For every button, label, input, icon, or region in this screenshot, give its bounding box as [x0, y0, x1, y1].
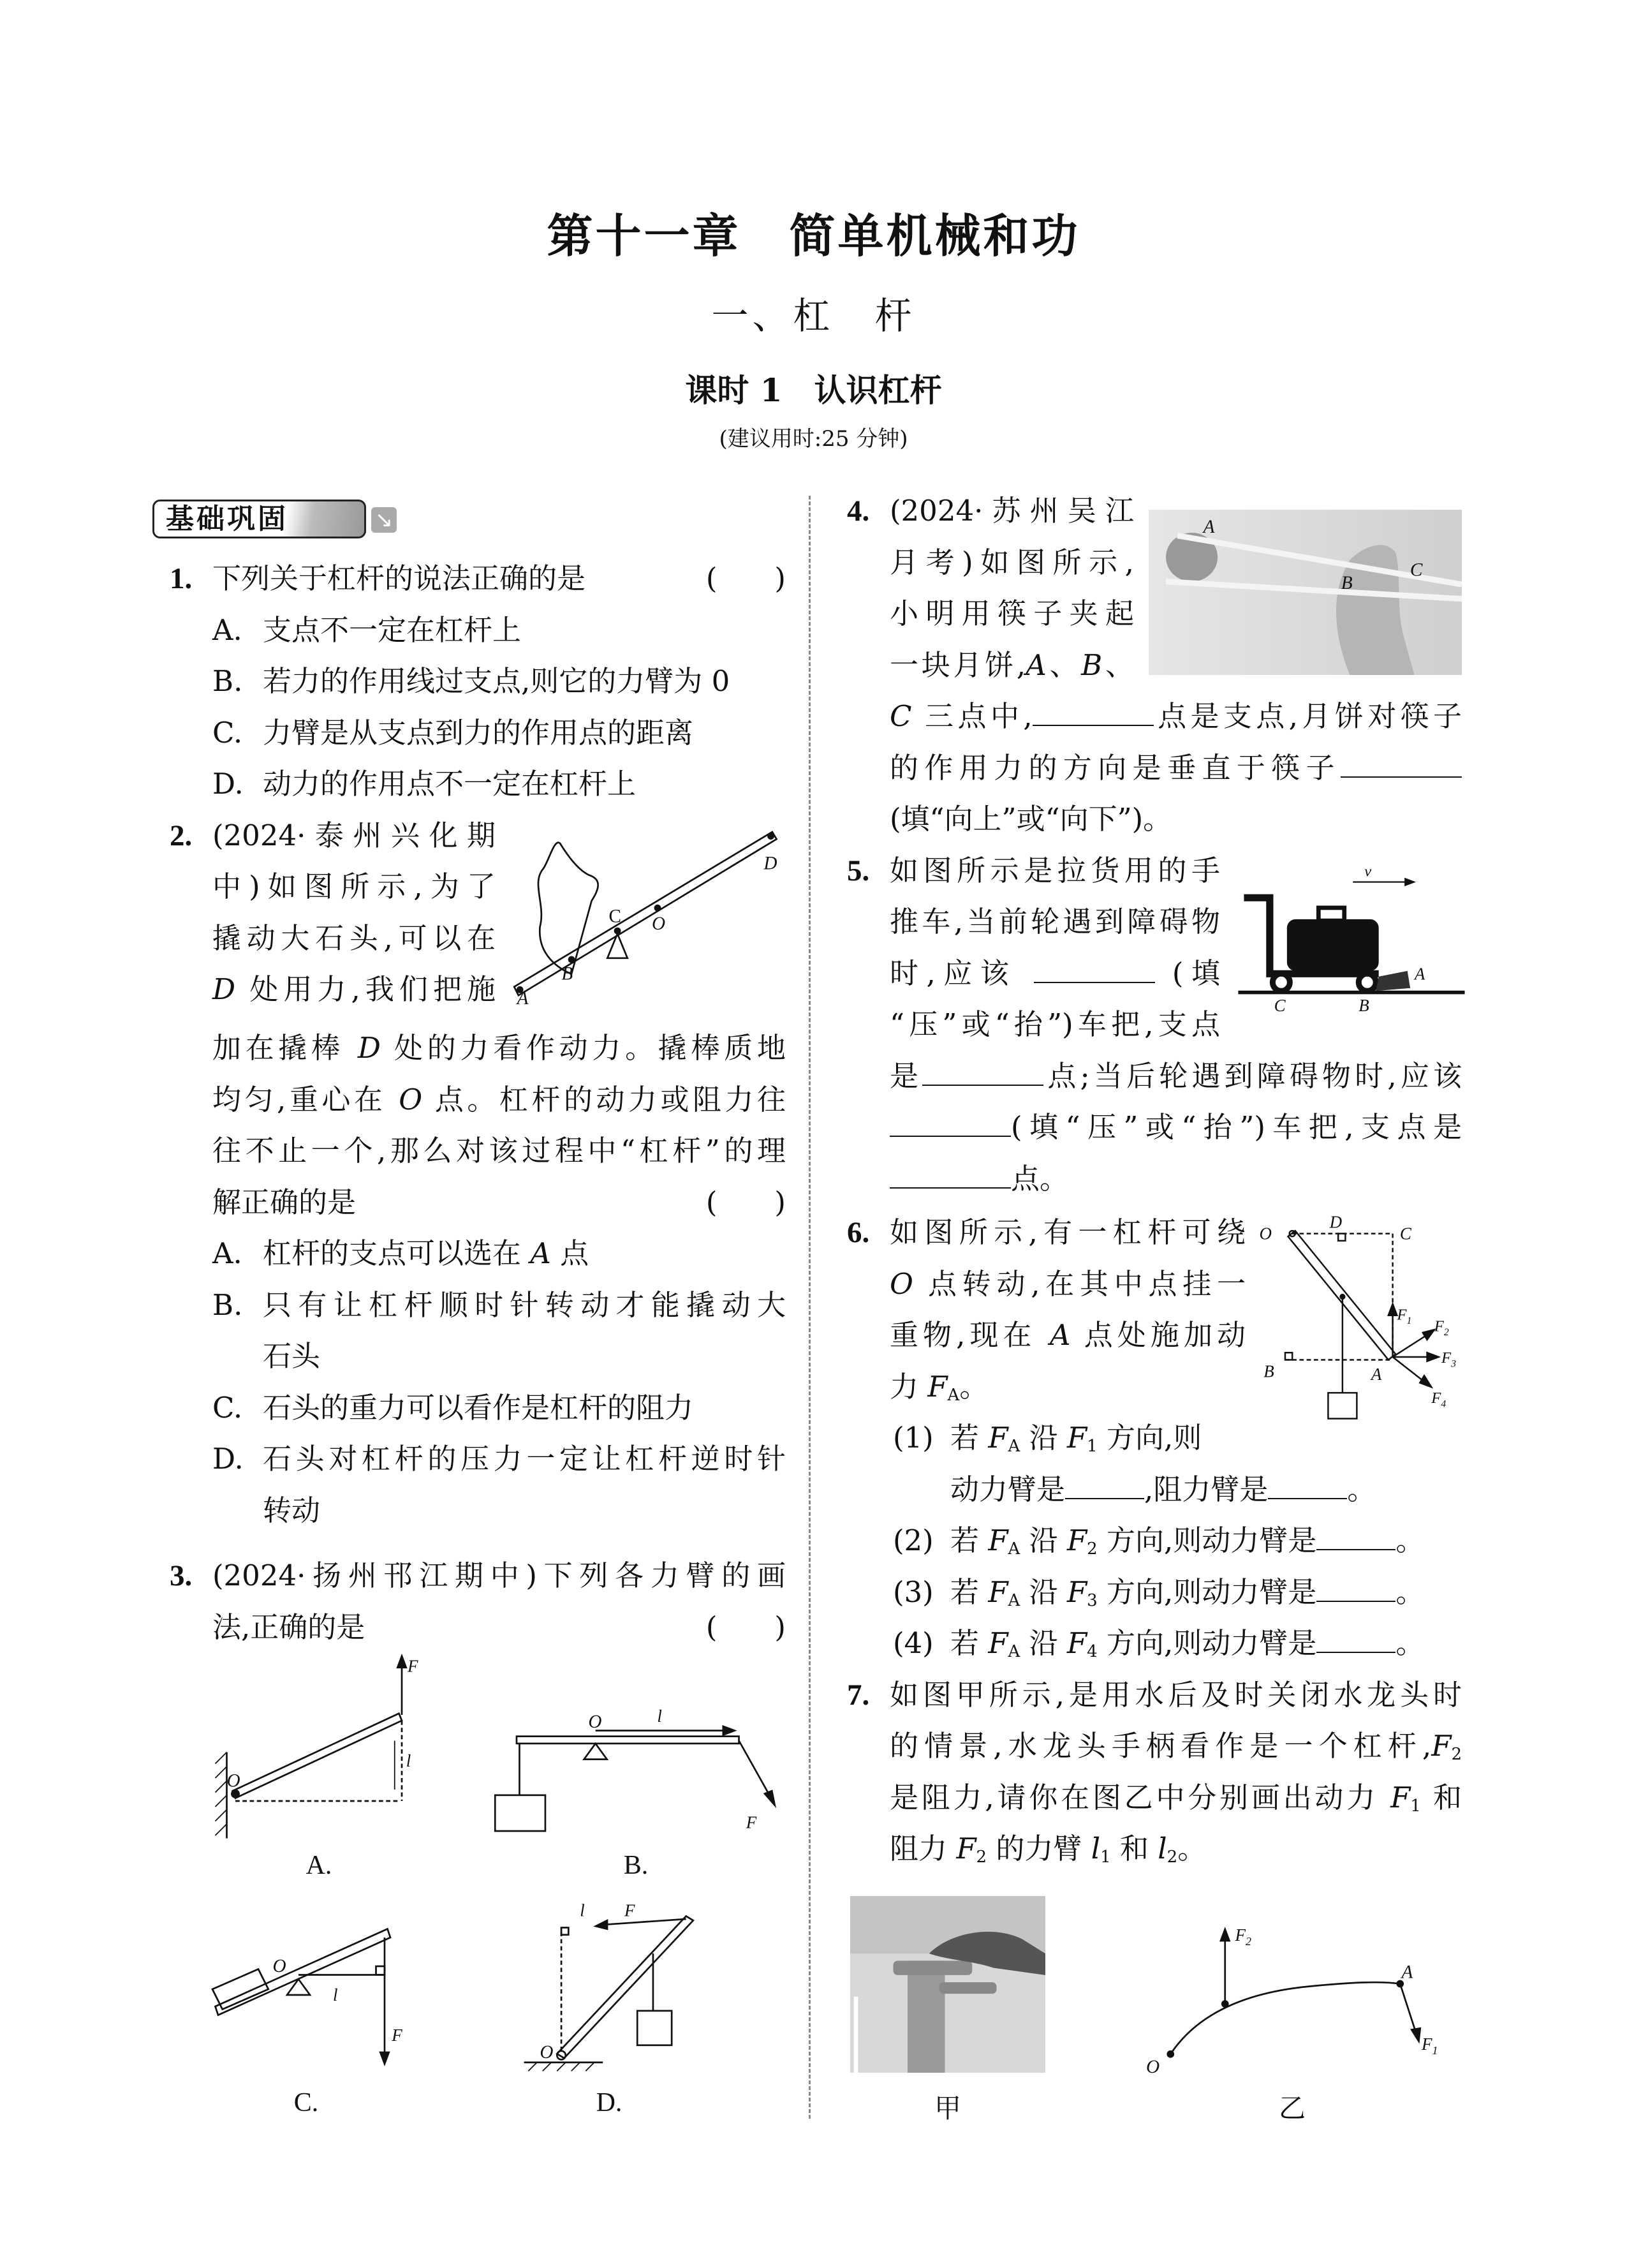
question-line: 推车,当前轮遇到障碍物	[890, 905, 1220, 938]
question-line: 如图所示,有一杠杆可绕	[890, 1215, 1246, 1249]
label-b: B	[561, 963, 573, 984]
question-line: 是 点;当后轮遇到障碍物时,应该	[890, 1058, 1462, 1093]
question-line: 解正确的是	[212, 1185, 357, 1219]
svg-text:O: O	[1259, 1224, 1272, 1243]
option-c[interactable]	[170, 708, 786, 759]
svg-text:F: F	[408, 1656, 418, 1676]
question-line: 如图甲所示,是用水后及时关闭水龙头时	[890, 1677, 1462, 1712]
question-line: (2024·苏州吴江	[890, 494, 1134, 528]
option-label: A.	[212, 612, 242, 647]
svg-text:B: B	[1358, 995, 1369, 1012]
answer-blank[interactable]	[890, 1163, 1011, 1189]
option-label: B.	[212, 664, 243, 698]
figure-label-yi: 乙	[1278, 2094, 1306, 2124]
figure-label-d: D.	[596, 2088, 622, 2117]
answer-blank[interactable]	[1033, 700, 1154, 726]
question-line: 点。	[890, 1153, 1462, 1205]
svg-text:A: A	[1401, 1962, 1413, 1983]
label-a: A	[517, 988, 529, 1005]
lever-forces-figure	[1256, 1213, 1464, 1443]
question-line: 如图所示是拉货用的手	[890, 853, 1220, 887]
question-line: 中)如图所示,为了	[212, 870, 496, 903]
option-text: 石头的重力可以看作是杠杆的阻力	[263, 1390, 694, 1425]
question-line: 均匀,重心在 O 点。杠杆的动力或阻力往	[212, 1082, 786, 1116]
svg-text:F1: $F_1$	[1397, 1306, 1412, 1327]
figure-d-hinged-lever[interactable]	[517, 1896, 703, 2075]
option-text: 支点不一定在杠杆上	[263, 612, 522, 647]
question-line: (2024·泰州兴化期	[212, 818, 496, 852]
question-number: 3.	[170, 1559, 193, 1592]
sub-question-text: 若 $F_A$ 沿 $F_1$ 方向,则	[950, 1421, 1202, 1456]
option-text: 只有让杠杆顺时针转动才能撬动大	[263, 1287, 786, 1322]
question-line: 加在撬棒 D 处的力看作动力。撬棒质地	[212, 1031, 786, 1065]
question-line: 的情景,水龙头手柄看作是一个杠杆$,F_2$	[890, 1729, 1462, 1764]
option-b[interactable]	[170, 656, 786, 708]
answer-blank[interactable]	[1316, 1525, 1395, 1550]
option-b[interactable]	[170, 1280, 786, 1331]
question-stem: 下列关于杠杆的说法正确的是	[212, 561, 586, 595]
faucet-handle-lever-diagram[interactable]	[1135, 1918, 1450, 2090]
figure-a-wall-lever[interactable]	[201, 1652, 431, 1853]
svg-text:v: v	[1364, 863, 1372, 880]
question-line: 的作用力的方向是垂直于筷子	[890, 743, 1462, 794]
question-number: 7.	[847, 1678, 870, 1712]
svg-text:B: B	[1263, 1361, 1274, 1381]
hand-cart-figure	[1238, 862, 1465, 1012]
sub-question-text[interactable]: 若 $F_A$ 沿 $F_4$ 方向,则动力臂是 。	[950, 1626, 1425, 1661]
answer-blank[interactable]	[1268, 1474, 1347, 1499]
svg-text:C: C	[1274, 995, 1286, 1012]
question-number: 4.	[847, 494, 870, 528]
question-line: D 处用力,我们把施	[212, 972, 496, 1006]
figure-label-jia: 甲	[934, 2094, 962, 2124]
figure-label-a: A.	[306, 1851, 332, 1880]
option-label: A.	[212, 1236, 242, 1270]
label-d: D	[763, 853, 777, 874]
question-line: (2024·扬州邗江期中)下列各力臂的画	[212, 1559, 786, 1592]
figure-c-incline-lever[interactable]	[201, 1903, 431, 2075]
section-badge: 基础巩固	[152, 500, 366, 538]
question-line: “压”或“抬”)车把,支点	[890, 1007, 1220, 1041]
svg-text:F4: $F_4$	[1431, 1389, 1447, 1410]
sub-question-label: (1)	[893, 1421, 934, 1455]
question-line: O 点转动,在其中点挂一	[890, 1266, 1246, 1301]
svg-text:A: A	[1203, 517, 1215, 538]
figure-b-balance-lever[interactable]	[488, 1687, 782, 1853]
answer-blank[interactable]	[922, 1060, 1043, 1086]
chapter-title: 第十一章 简单机械和功	[547, 209, 1080, 263]
question-line: 法,正确的是	[212, 1610, 365, 1644]
arrow-down-right-icon: ↘	[371, 507, 397, 533]
label-o: O	[651, 913, 666, 934]
option-text: 力臂是从支点到力的作用点的距离	[263, 715, 694, 750]
question-line: 阻力 $F_2$ 的力臂 $l_1$ 和 $l_2$。	[890, 1832, 1207, 1867]
option-label: B.	[212, 1287, 243, 1322]
question-line: 力 $F_A$。	[890, 1369, 989, 1405]
question-line: C 三点中, 点是支点,月饼对筷子	[890, 699, 1462, 733]
question-number: 5.	[847, 854, 870, 887]
svg-text:A: A	[1414, 964, 1425, 984]
question-line: 月考)如图所示,	[890, 545, 1134, 579]
option-label: C.	[212, 1390, 243, 1425]
svg-text:O: O	[588, 1712, 602, 1733]
svg-text:F: F	[746, 1812, 757, 1832]
svg-text:F3: $F_3$	[1441, 1349, 1456, 1370]
answer-blank[interactable]	[1034, 958, 1155, 983]
svg-text:B: B	[1341, 572, 1353, 593]
sub-question-text[interactable]: 若 $F_A$ 沿 $F_3$ 方向,则动力臂是 。	[950, 1575, 1425, 1610]
question-line: (填“向上”或“向下”)。	[890, 802, 1172, 836]
answer-blank[interactable]	[1341, 752, 1462, 778]
svg-text:l: l	[580, 1901, 585, 1920]
option-text: 动力的作用点不一定在杠杆上	[263, 767, 637, 801]
answer-blank[interactable]	[890, 1111, 1011, 1137]
option-label: C.	[212, 715, 243, 750]
svg-text:C: C	[1399, 1224, 1411, 1243]
question-line: 撬动大石头,可以在	[212, 921, 496, 955]
option-d-cont[interactable]	[170, 1485, 786, 1537]
answer-paren[interactable]: ( )	[705, 1610, 786, 1644]
time-note: (建议用时:25 分钟)	[719, 426, 908, 452]
sub-question-label: (2)	[893, 1523, 934, 1557]
question-number: 2.	[170, 819, 193, 852]
question-number: 6.	[847, 1216, 870, 1249]
sub-question-text[interactable]: 动力臂是 ,阻力臂是 。	[950, 1472, 1376, 1506]
option-b-cont[interactable]	[170, 1331, 786, 1382]
option-label: D.	[212, 767, 244, 801]
option-label: D.	[212, 1442, 244, 1476]
svg-text:C: C	[1410, 560, 1423, 581]
svg-text:D: D	[1329, 1213, 1343, 1232]
svg-text:A: A	[1371, 1364, 1382, 1384]
svg-text:l: l	[406, 1751, 411, 1770]
svg-text:O: O	[1146, 2057, 1160, 2077]
option-a[interactable]	[170, 1228, 786, 1280]
question-3	[170, 1550, 786, 1653]
option-c[interactable]	[170, 1382, 786, 1434]
answer-blank[interactable]	[1316, 1627, 1395, 1653]
sub-question-label: (3)	[893, 1575, 934, 1609]
option-d[interactable]	[170, 1434, 786, 1485]
svg-text:l: l	[333, 1985, 338, 2005]
question-line: 小明用筷子夹起	[890, 597, 1134, 630]
svg-text:F2: $F_2$	[1434, 1317, 1449, 1338]
svg-text:l: l	[657, 1707, 662, 1726]
svg-text:F: F	[624, 1901, 635, 1920]
question-line: 一块月饼,A、B、	[890, 648, 1134, 682]
svg-text:O: O	[272, 1956, 286, 1976]
option-text: 转动	[263, 1493, 321, 1527]
sub-question-text[interactable]: 若 $F_A$ 沿 $F_2$ 方向,则动力臂是 。	[950, 1523, 1425, 1559]
option-text: 石头对杠杆的压力一定让杠杆逆时针	[263, 1442, 786, 1476]
question-line: (填“压”或“抬”)车把,支点是	[890, 1102, 1462, 1153]
figure-label-c: C.	[293, 2088, 319, 2117]
question-line: 是阻力,请你在图乙中分别画出动力 $F_1$ 和	[890, 1780, 1462, 1816]
figure-label-b: B.	[623, 1851, 649, 1880]
answer-paren[interactable]: ( )	[705, 1185, 786, 1219]
section-title: 一、杠 杆	[711, 294, 916, 337]
question-number: 1.	[170, 562, 193, 595]
answer-blank[interactable]	[1316, 1576, 1395, 1602]
svg-text:O: O	[226, 1770, 240, 1791]
option-text: 杠杆的支点可以选在 A 点	[263, 1236, 589, 1270]
chopsticks-photo	[1149, 510, 1462, 675]
question-line: 往不止一个,那么对该过程中“杠杆”的理	[212, 1134, 786, 1167]
question-line: 时,应该 (填	[890, 956, 1220, 990]
option-a[interactable]	[170, 605, 786, 656]
sub-question-label: (4)	[893, 1626, 934, 1660]
crowbar-figure	[503, 826, 790, 1005]
column-divider	[809, 496, 811, 2119]
svg-text:O: O	[540, 2042, 554, 2063]
answer-blank[interactable]	[1065, 1474, 1144, 1499]
option-text: 若力的作用线过支点,则它的力臂为 0	[263, 664, 730, 698]
svg-text:F: F	[392, 2026, 402, 2045]
option-text: 石头	[263, 1339, 321, 1373]
lesson-title: 课时 1 认识杠杆	[685, 371, 942, 409]
option-d[interactable]	[170, 759, 786, 810]
faucet-photo	[850, 1896, 1045, 2073]
svg-text:F2: $F_2$	[1235, 1925, 1251, 1948]
svg-text:F1: $F_1$	[1422, 2035, 1438, 2057]
question-2-body	[170, 1023, 786, 1536]
answer-paren[interactable]: ( )	[705, 561, 786, 595]
label-c: C	[608, 906, 622, 927]
question-line: 重物,现在 A 点处施加动	[890, 1318, 1246, 1352]
